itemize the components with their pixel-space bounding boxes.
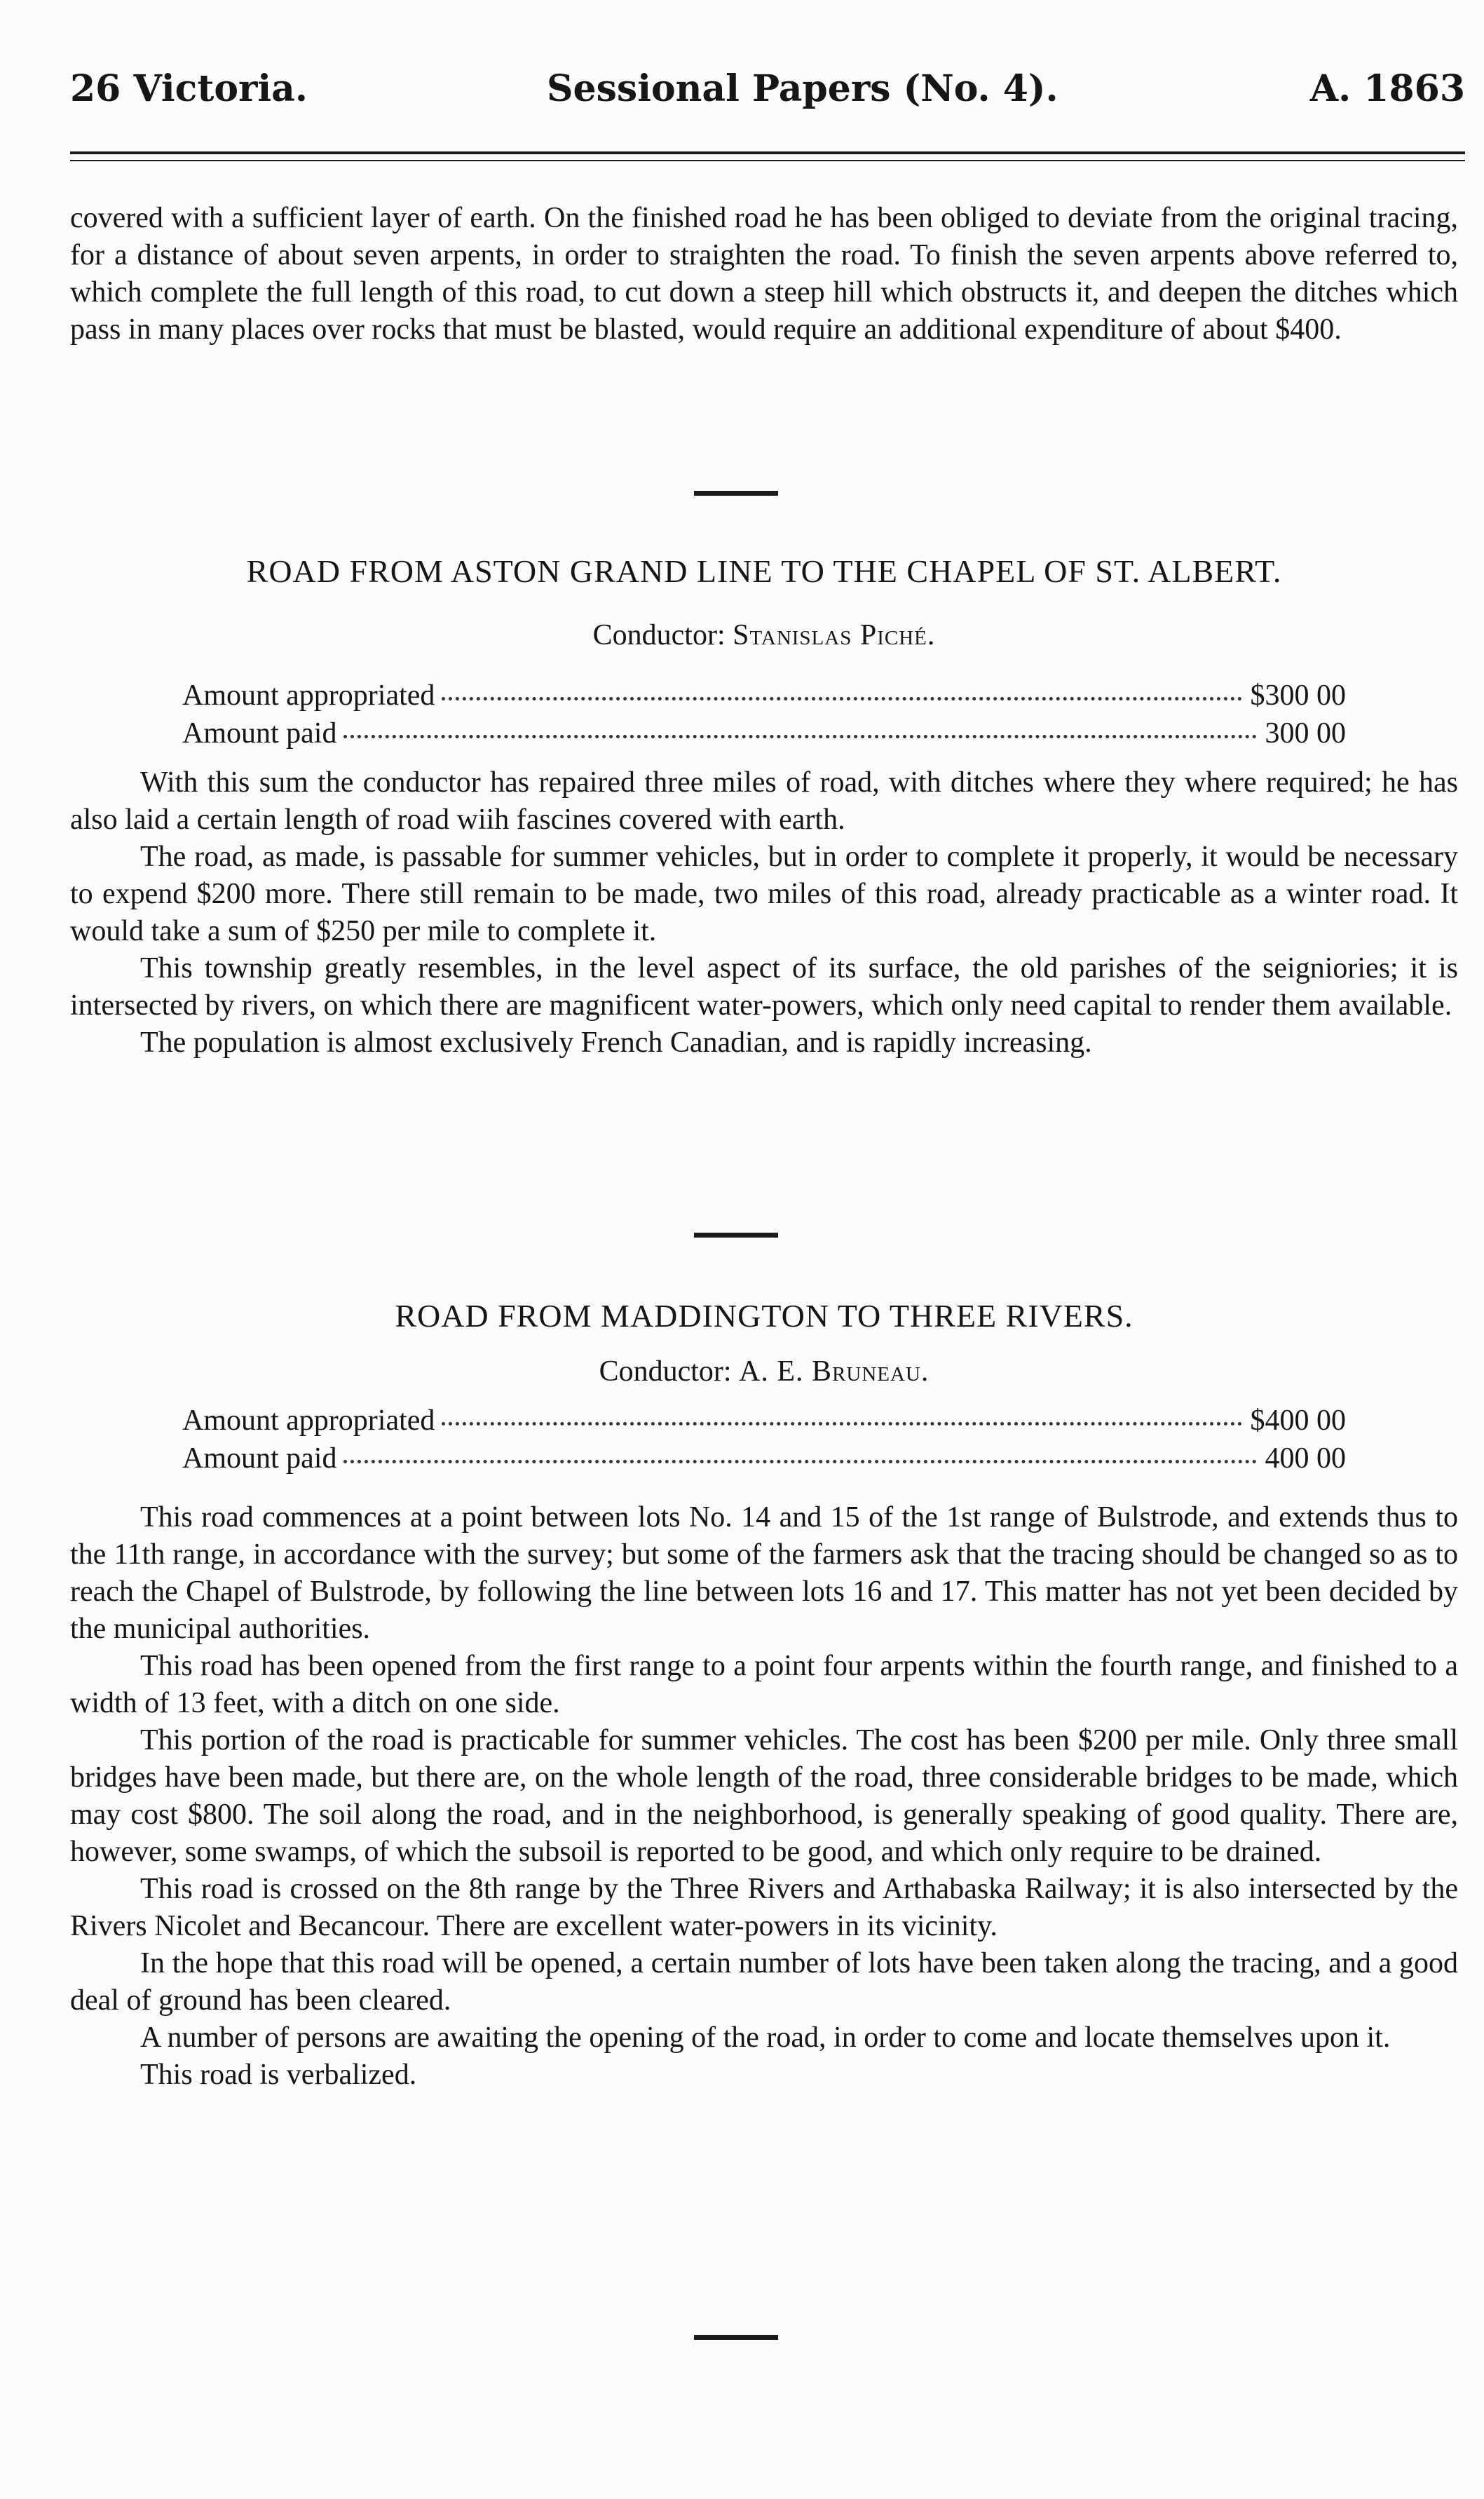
- amount-value: $300 00: [1250, 679, 1346, 712]
- amount-value: 400 00: [1265, 1442, 1346, 1475]
- dot-leader: [442, 1422, 1241, 1425]
- header-double-rule: [70, 151, 1465, 167]
- paragraph: This road is verbalized.: [140, 2059, 417, 2091]
- conductor-name: Stanislas Piché.: [733, 619, 936, 651]
- section-divider: [694, 1233, 778, 1238]
- end-divider: [694, 2335, 778, 2340]
- amount-paid-row: [182, 1442, 1346, 1479]
- continued-text: [70, 200, 1458, 348]
- amount-appropriated-row: [182, 679, 1346, 717]
- paragraph: This road has been opened from the first range to a point four arpents within the fourth range, and finished to a width of 13 feet, with a ditch on one side.: [70, 1650, 1458, 1719]
- header-sessional-papers: Sessional Papers (No. 4).: [547, 67, 1058, 110]
- conductor-name: A. E. Bruneau.: [739, 1355, 930, 1388]
- amount-label: Amount paid: [182, 717, 337, 750]
- paragraph: This township greatly resembles, in the level aspect of its surface, the old parishes of the seigniories; it is intersected by rivers, on which there are magnificent water-powers, which only need capital to render them available.: [70, 952, 1458, 1022]
- section2-body: [70, 1499, 1458, 2094]
- paragraph: covered with a sufficient layer of earth. On the finished road he has been obliged to deviate from the original tracing, for a distance of about seven arpents, in order to straighten the road. To finish the seven arpents above referred to, which complete the full length of this road, to cut down a steep hill which obstructs it, and deepen the ditches which pass in many places over rocks that must be blasted, would require an additional expenditure of about $400.: [70, 202, 1458, 346]
- dot-leader: [343, 1460, 1256, 1463]
- header-year: A. 1863: [1309, 67, 1465, 110]
- paragraph: This road commences at a point between lots No. 14 and 15 of the 1st range of Bulstrode, and extends thus to the 11th range, in accordance with the survey; but some of the farmers ask that the tracing should be changed so as to reach the Chapel of Bulstrode, by following the line between lots 16 and 17. This matter has not yet been decided by the municipal authorities.: [70, 1501, 1458, 1645]
- amount-value: 300 00: [1265, 717, 1346, 750]
- section-title-aston-road: ROAD FROM ASTON GRAND LINE TO THE CHAPEL OF ST. ALBERT.: [246, 553, 1282, 589]
- paragraph: A number of persons are awaiting the opening of the road, in order to come and locate themselves upon it.: [140, 2021, 1391, 2054]
- amount-appropriated-row: [182, 1404, 1346, 1442]
- section-divider: [694, 491, 778, 496]
- conductor-line: [70, 618, 1458, 652]
- running-header: [70, 67, 1465, 123]
- paragraph: The population is almost exclusively French Canadian, and is rapidly increasing.: [140, 1027, 1092, 1059]
- paragraph: With this sum the conductor has repaired three miles of road, with ditches where they where required; he has also laid a certain length of road wiih fascines covered with earth.: [70, 766, 1458, 836]
- paragraph: In the hope that this road will be opened, a certain number of lots have been taken along the tracing, and a good deal of ground has been cleared.: [70, 1947, 1458, 2017]
- amount-value: $400 00: [1250, 1404, 1346, 1437]
- dot-leader: [442, 697, 1241, 700]
- paragraph: This portion of the road is practicable for summer vehicles. The cost has been $200 per mile. Only three small bridges have been made, but there are, on the whole length of the road, three considerable bridges to be made, which may cost $800. The soil along the road, and in the neighborhood, is generally speaking of good quality. There are, however, some swamps, of which the subsoil is reported to be good, and which only require to be drained.: [70, 1724, 1458, 1868]
- conductor-line: [70, 1355, 1458, 1388]
- header-volume: 26 Victoria.: [70, 67, 308, 110]
- section-title-maddington-road: ROAD FROM MADDINGTON TO THREE RIVERS.: [395, 1298, 1134, 1334]
- paragraph: The road, as made, is passable for summer vehicles, but in order to complete it properly, it would be necessary to expend $200 more. There still remain to be made, two miles of this road, already practicable as a winter road. It would take a sum of $250 per mile to complete it.: [70, 841, 1458, 947]
- amount-paid-row: [182, 717, 1346, 754]
- conductor-label: Conductor:: [592, 619, 726, 651]
- amount-label: Amount paid: [182, 1442, 337, 1475]
- amount-label: Amount appropriated: [182, 679, 435, 712]
- amount-label: Amount appropriated: [182, 1404, 435, 1437]
- conductor-label: Conductor:: [599, 1355, 732, 1388]
- dot-leader: [343, 735, 1256, 738]
- paragraph: This road is crossed on the 8th range by the Three Rivers and Arthabaska Railway; it is also intersected by the Rivers Nicolet and Becancour. There are excellent water-powers in its vicinity.: [70, 1873, 1458, 1942]
- section1-body: [70, 764, 1458, 1062]
